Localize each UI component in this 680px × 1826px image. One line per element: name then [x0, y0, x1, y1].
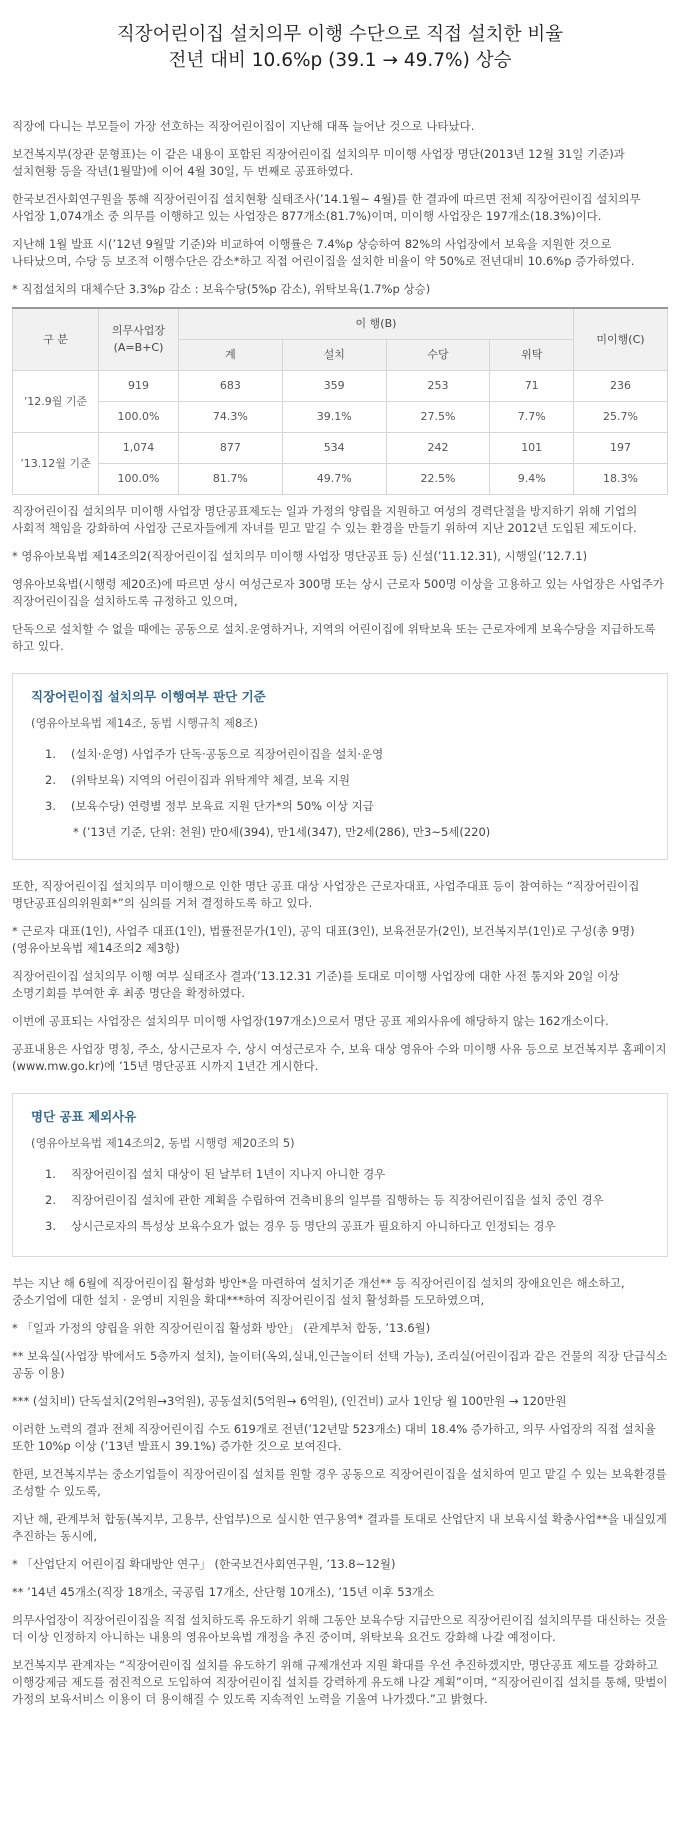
paragraph: 부는 지난 해 6월에 직장어린이집 활성화 방안*을 마련하여 설치기준 개선** 등 직장어린이집 설치의 장애요인은 해소하고, 중소기업에 대한 설치 · 운영비 지원을 확대***하여 직장어린이집 설치 활성화를 도모하였으며, [12, 1275, 625, 1307]
committee-section [12, 878, 668, 1075]
exclusion-box [12, 1093, 668, 1257]
header-consignment: 위탁 [490, 339, 574, 370]
paragraph: 지난해 1월 발표 시(’12년 9월말 기준)와 비교하여 이행률은 7.4%p 상승하여 82%의 사업장에서 보육을 지원한 것으로 나타났으며, 수당 등 보조적 이행수단은 감소*하고 직접 어린이집을 설치한 비율이 약 50%로 전년대비 10.6%p 증가하였다. [12, 237, 635, 268]
criteria-box-subtitle: (영유아보육법 제14조, 동법 시행규칙 제8조) [31, 715, 258, 730]
criteria-box [12, 673, 668, 860]
criteria-list [31, 746, 649, 815]
system-section [12, 503, 668, 655]
list-number: 3. [45, 798, 56, 813]
header-allowance: 수당 [386, 339, 490, 370]
list-text: 상시근로자의 특성상 보육수요가 없는 경우 등 명단의 공표가 필요하지 아니하다고 인정되는 경우 [71, 1218, 556, 1233]
table-cell: 359 [282, 370, 386, 401]
paragraph: 의무사업장이 직장어린이집을 직접 설치하도록 유도하기 위해 그동안 보육수당 지급만으로 직장어린이집 설치의무를 대신하는 것을 더 이상 인정하지 아니하는 내용의 영유아보육법 개정을 추진 중이며, 위탁보육 요건도 강화해 나갈 예정이다. [12, 1612, 667, 1644]
footnote: * 「산업단지 어린이집 확대방안 연구」 (한국보건사회연구원, ’13.8~12월) [12, 1556, 396, 1571]
table-row [13, 432, 668, 463]
header-obligated [99, 308, 179, 370]
footnote: * 「일과 가정의 양립을 위한 직장어린이집 활성화 방안」 (관계부처 합동, ’13.6월) [12, 1320, 431, 1335]
paragraph: 직장어린이집 설치의무 이행 여부 실태조사 결과(’13.12.31 기준)를 토대로 미이행 사업장에 대한 사전 통지와 20일 이상 소명기회를 부여한 후 최종 명단을 확정하였다. [12, 968, 620, 1000]
paragraph: 보건복지부 관계자는 “직장어린이집 설치를 유도하기 위해 규제개선과 지원 확대를 우선 추진하겠지만, 명단공표 제도를 강화하고 이행강제금 제도를 점진적으로 도입하여 직장어린이집 설치를 강력하게 유도해 나갈 계획”이며, “직장어린이집 설치를 통해, 맞벌이 가정의 보육서비스 이용이 더 용이해질 수 있도록 지속적인 노력을 기울여 나가겠다.”고 밝혔다. [12, 1657, 668, 1706]
exclusion-box-title: 명단 공표 제외사유 [31, 1108, 137, 1124]
table-cell: 7.7% [490, 401, 574, 432]
table-cell: 22.5% [386, 463, 490, 494]
header-unfulfilled: 미이행(C) [574, 308, 668, 370]
row-label: ’13.12월 기준 [13, 432, 99, 494]
header-category: 구 분 [13, 308, 99, 370]
list-item [45, 1192, 649, 1209]
table-cell: 100.0% [99, 401, 179, 432]
table-cell: 27.5% [386, 401, 490, 432]
paragraph: 한국보건사회연구원을 통해 직장어린이집 설치현황 실태조사(’14.1월~ 4월)를 한 결과에 따르면 전체 직장어린이집 설치의무 사업장 1,074개소 중 의무를 이행하고 있는 사업장은 877개소(81.7%)이며, 미이행 사업장은 197개소(18.3%)이다. [12, 192, 641, 223]
table-row [13, 370, 668, 401]
list-item [45, 772, 649, 789]
list-text: (위탁보육) 지역의 어린이집과 위탁계약 체결, 보육 지원 [71, 772, 350, 787]
footnote: ** ’14년 45개소(직장 18개소, 국공립 17개소, 산단형 10개소), ’15년 이후 53개소 [12, 1584, 435, 1599]
intro-section [12, 118, 668, 298]
exclusion-list [31, 1166, 649, 1235]
paragraph: 공표내용은 사업장 명칭, 주소, 상시근로자 수, 상시 여성근로자 수, 보육 대상 영유아 수와 미이행 사유 등으로 보건복지부 홈페이지(www.mw.go.kr)에 ’15년 명단공표 시까지 1년간 게시한다. [12, 1041, 667, 1073]
table-cell: 49.7% [282, 463, 386, 494]
table-cell: 683 [179, 370, 283, 401]
paragraph: 보건복지부(장관 문형표)는 이 같은 내용이 포함된 직장어린이집 설치의무 미이행 사업장 명단(2013년 12월 31일 기준)과 설치현황 등을 작년(1월말)에 이어 4월 30일, 두 번째로 공표하였다. [12, 147, 625, 178]
footnote: *** (설치비) 단독설치(2억원→3억원), 공동설치(5억원→ 6억원), (인건비) 교사 1인당 월 100만원 → 120만원 [12, 1393, 567, 1408]
row-label: ’12.9월 기준 [13, 370, 99, 432]
list-number: 2. [45, 772, 56, 787]
list-number: 1. [45, 1166, 56, 1181]
list-number: 1. [45, 746, 56, 761]
paragraph: 직장어린이집 설치의무 미이행 사업장 명단공표제도는 일과 가정의 양립을 지원하고 여성의 경력단절을 방지하기 위해 기업의 사회적 책임을 강화하여 사업장 근로자들에게 자녀를 믿고 맡길 수 있는 환경을 만들기 위하여 지난 2012년 도입된 제도이다. [12, 503, 638, 535]
criteria-box-title: 직장어린이집 설치의무 이행여부 판단 기준 [31, 688, 266, 704]
fulfillment-table [12, 307, 668, 495]
table-cell: 242 [386, 432, 490, 463]
header-obligated-line-2: (A=B+C) [113, 341, 164, 355]
list-number: 2. [45, 1192, 56, 1207]
title-line-1: 직장어린이집 설치의무 이행 수단으로 직접 설치한 비율 [116, 24, 564, 45]
footnote: * 영유아보육법 제14조의2(직장어린이집 설치의무 미이행 사업장 명단공표 등) 신설(’11.12.31), 시행일(’12.7.1) [12, 548, 588, 563]
table-cell: 9.4% [490, 463, 574, 494]
list-item [45, 798, 649, 815]
table-cell: 197 [574, 432, 668, 463]
table-row [13, 401, 668, 432]
list-number: 3. [45, 1218, 56, 1233]
table-cell: 18.3% [574, 463, 668, 494]
table-cell: 25.7% [574, 401, 668, 432]
criteria-note: * (’13년 기준, 단위: 천원) 만0세(394), 만1세(347), 만2세(286), 만3~5세(220) [73, 824, 491, 839]
paragraph: 이러한 노력의 결과 전체 직장어린이집 수도 619개로 전년(’12년말 523개소) 대비 18.4% 증가하고, 의무 사업장의 직접 설치율 또한 10%p 이상 (’13년 발표시 39.1%) 증가한 것으로 보여진다. [12, 1421, 656, 1453]
table-row [13, 463, 668, 494]
list-text: (보육수당) 연령별 정부 보육료 지원 단가*의 50% 이상 지급 [71, 798, 374, 813]
table-cell: 100.0% [99, 463, 179, 494]
paragraph: 영유아보육법(시행령 제20조)에 따르면 상시 여성근로자 300명 또는 상시 근로자 500명 이상을 고용하고 있는 사업장은 사업주가 직장어린이집을 설치하도록 규정하고 있으며, [12, 576, 664, 608]
table-cell: 74.3% [179, 401, 283, 432]
header-install: 설치 [282, 339, 386, 370]
exclusion-box-subtitle: (영유아보육법 제14조의2, 동법 시행령 제20조의 5) [31, 1135, 295, 1150]
table-cell: 534 [282, 432, 386, 463]
paragraph: 한편, 보건복지부는 중소기업들이 직장어린이집 설치를 원할 경우 공동으로 직장어린이집을 설치하여 믿고 맡길 수 있는 보육환경를 조성할 수 있도록, [12, 1466, 667, 1498]
header-fulfilled: 이 행(B) [179, 308, 574, 339]
list-text: 직장어린이집 설치에 관한 계획을 수립하여 건축비용의 일부를 집행하는 등 직장어린이집을 설치 중인 경우 [71, 1192, 604, 1207]
footnote: * 직접설치의 대체수단 3.3%p 감소 : 보육수당(5%p 감소), 위탁보육(1.7%p 상승) [12, 282, 431, 296]
table-cell: 81.7% [179, 463, 283, 494]
paragraph: 또한, 직장어린이집 설치의무 미이행으로 인한 명단 공표 대상 사업장은 근로자대표, 사업주대표 등이 참여하는 “직장어린이집 명단공표심의위원회*”의 심의를 거쳐 결정하도록 하고 있다. [12, 878, 640, 910]
list-item [45, 1166, 649, 1183]
footnote: ** 보육실(사업장 밖에서도 5층까지 설치), 놀이터(옥외,실내,인근놀이터 선택 가능), 조리실(어린이집과 같은 건물의 직장 단급식소 공동 이용) [12, 1348, 668, 1380]
table-cell: 877 [179, 432, 283, 463]
table-cell: 39.1% [282, 401, 386, 432]
list-item [45, 1218, 649, 1235]
footnote: * 근로자 대표(1인), 사업주 대표(1인), 법률전문가(1인), 공익 대표(3인), 보육전문가(2인), 보건복지부(1인)로 구성(총 9명) (영유아보육법 제14조의2 제3항) [12, 923, 635, 955]
title-line-2: 전년 대비 10.6%p (39.1 → 49.7%) 상승 [168, 50, 512, 71]
table-cell: 71 [490, 370, 574, 401]
header-total: 계 [179, 339, 283, 370]
list-item [45, 746, 649, 763]
article-title [12, 22, 668, 74]
header-obligated-line-1: 의무사업장 [111, 324, 166, 338]
table-cell: 101 [490, 432, 574, 463]
paragraph: 이번에 공표되는 사업장은 설치의무 미이행 사업장(197개소)으로서 명단 공표 제외사유에 해당하지 않는 162개소이다. [12, 1013, 609, 1028]
list-text: 직장어린이집 설치 대상이 된 날부터 1년이 지나지 아니한 경우 [71, 1166, 386, 1181]
list-text: (설치·운영) 사업주가 단독·공동으로 직장어린이집을 설치·운영 [71, 746, 384, 761]
table-cell: 1,074 [99, 432, 179, 463]
table-cell: 236 [574, 370, 668, 401]
table-cell: 919 [99, 370, 179, 401]
table-cell: 253 [386, 370, 490, 401]
policy-section [12, 1275, 668, 1708]
paragraph: 직장에 다니는 부모들이 가장 선호하는 직장어린이집이 지난해 대폭 늘어난 것으로 나타났다. [12, 119, 475, 133]
paragraph: 단독으로 설치할 수 없을 때에는 공동으로 설치.운영하거나, 지역의 어린이집에 위탁보육 또는 근로자에게 보육수당을 지급하도록 하고 있다. [12, 621, 656, 653]
paragraph: 지난 해, 관계부처 합동(복지부, 고용부, 산업부)으로 실시한 연구용역* 결과를 토대로 산업단지 내 보육시설 확충사업**을 내실있게 추진하는 동시에, [12, 1511, 667, 1543]
